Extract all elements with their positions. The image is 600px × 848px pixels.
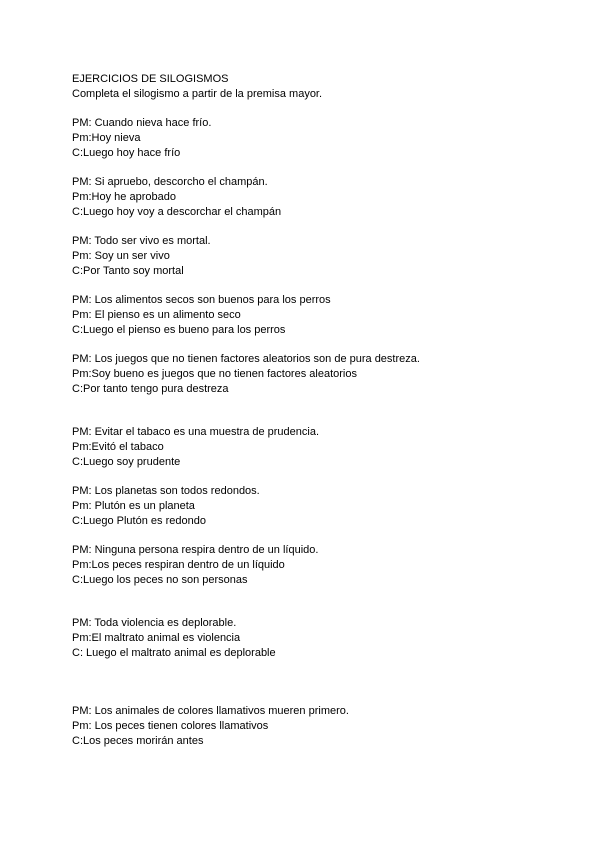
conclusion: C:Los peces morirán antes — [72, 735, 204, 747]
major-premise: PM: Toda violencia es deplorable. — [72, 617, 237, 629]
conclusion: C:Por Tanto soy mortal — [72, 265, 184, 277]
minor-premise: Pm:Soy bueno es juegos que no tienen factores aleatorios — [72, 368, 357, 380]
conclusion: C:Luego Plutón es redondo — [72, 515, 206, 527]
major-premise: PM: Los animales de colores llamativos mueren primero. — [72, 705, 349, 717]
conclusion: C:Luego el pienso es bueno para los perros — [72, 324, 286, 336]
minor-premise: Pm: Soy un ser vivo — [72, 250, 170, 262]
major-premise: PM: Cuando nieva hace frío. — [72, 117, 212, 129]
minor-premise: Pm:El maltrato animal es violencia — [72, 632, 241, 644]
minor-premise: Pm:Hoy nieva — [72, 132, 141, 144]
document-instructions: Completa el silogismo a partir de la premisa mayor. — [72, 88, 323, 100]
minor-premise: Pm:Hoy he aprobado — [72, 191, 176, 203]
major-premise: PM: Los juegos que no tienen factores aleatorios son de pura destreza. — [72, 353, 420, 365]
conclusion: C:Luego soy prudente — [72, 456, 181, 468]
document-title: EJERCICIOS DE SILOGISMOS — [72, 73, 229, 85]
major-premise: PM: Todo ser vivo es mortal. — [72, 235, 211, 247]
minor-premise: Pm:Los peces respiran dentro de un líquido — [72, 559, 285, 571]
major-premise: PM: Si apruebo, descorcho el champán. — [72, 176, 268, 188]
major-premise: PM: Evitar el tabaco es una muestra de prudencia. — [72, 426, 320, 438]
conclusion: C:Luego los peces no son personas — [72, 574, 248, 586]
major-premise: PM: Los planetas son todos redondos. — [72, 485, 260, 497]
major-premise: PM: Ninguna persona respira dentro de un líquido. — [72, 544, 319, 556]
minor-premise: Pm: Los peces tienen colores llamativos — [72, 720, 269, 732]
major-premise: PM: Los alimentos secos son buenos para los perros — [72, 294, 331, 306]
conclusion: C:Por tanto tengo pura destreza — [72, 383, 229, 395]
minor-premise: Pm:Evitó el tabaco — [72, 441, 164, 453]
conclusion: C:Luego hoy voy a descorchar el champán — [72, 206, 282, 218]
minor-premise: Pm: Plutón es un planeta — [72, 500, 195, 512]
minor-premise: Pm: El pienso es un alimento seco — [72, 309, 241, 321]
conclusion: C:Luego hoy hace frío — [72, 147, 181, 159]
conclusion: C: Luego el maltrato animal es deplorable — [72, 647, 276, 659]
